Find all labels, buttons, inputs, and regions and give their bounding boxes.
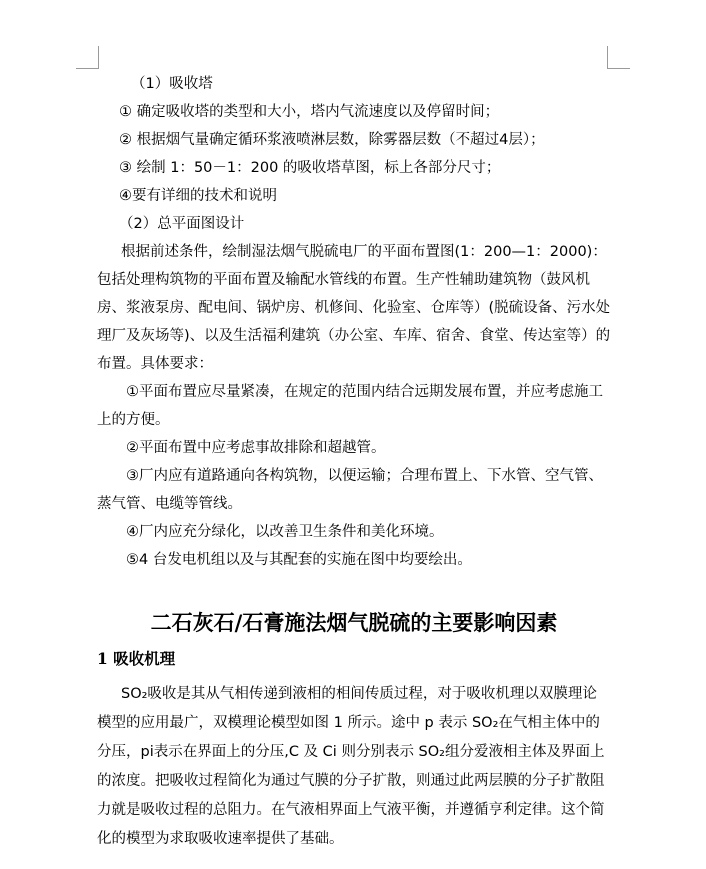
site-plan-intro-paragraph: 根据前述条件，绘制湿法烟气脱硫电厂的平面布置图(1：200—1：2000)：包括处理构筑物的平面布置及输配水管线的布置。生产性辅助建筑物（鼓风机房、浆液泵房、配电间、锅炉房、机修间、化验室、仓库等）(脱硫设备、污水处理厂及灰场等)、以及生活福利建筑（办公室、车库、宿舍、食堂、传达室等）的布置。具体要求： <box>97 244 611 372</box>
page-content <box>97 70 611 854</box>
body-paragraph: SO₂吸收是其从气相传递到液相的相间传质过程，对于吸收机理以双膜理论模型的应用最广，双模理论模型如图 1 所示。途中 p 表示 SO₂在气相主体中的分压，pi表示在界面上的分压,C 及 Ci 则分别表示 SO₂组分爱液相主体及界面上的浓度。把吸收过程简化为通过气膜的分子扩散，则通过此两层膜的分子扩散阻力就是吸收过程的总阻力。在气液相界面上气液平衡，并遵循亨利定律。这个简化的模型为求取吸收速率提供了基础。 <box>97 686 605 847</box>
section-heading-site-plan: （2）总平面图设计 <box>119 216 245 232</box>
list-item: ③ 绘制 1：50－1：200 的吸收塔草图，标上各部分尺寸； <box>119 160 501 176</box>
article-body <box>97 680 611 854</box>
crop-mark-top-left <box>76 46 99 69</box>
list-item: ④要有详细的技术和说明 <box>119 188 277 204</box>
requirement-item: ④厂内应充分绿化，以改善卫生条件和美化环境。 <box>126 524 444 540</box>
requirement-item: ⑤4 台发电机组以及与其配套的实施在图中均要绘出。 <box>126 552 472 568</box>
list-item: ① 确定吸收塔的类型和大小，塔内气流速度以及停留时间； <box>119 104 500 120</box>
article-title: 二石灰石/石膏施法烟气脱硫的主要影响因素 <box>150 610 558 635</box>
section-heading-absorber: （1）吸收塔 <box>131 76 213 92</box>
requirement-item: ②平面布置中应考虑事故排除和超越管。 <box>126 440 386 456</box>
requirement-item: ③厂内应有道路通向各构筑物，以便运输；合理布置上、下水管、空气管、蒸气管、电缆等管线。 <box>97 468 603 512</box>
list-item: ② 根据烟气量确定循环浆液喷淋层数，除雾器层数（不超过4层）； <box>119 132 545 148</box>
crop-mark-top-right <box>607 46 630 69</box>
subsection-heading: 1 吸收机理 <box>97 649 176 668</box>
requirement-item: ①平面布置应尽量紧凑，在规定的范围内结合远期发展布置，并应考虑施工上的方便。 <box>97 384 603 428</box>
